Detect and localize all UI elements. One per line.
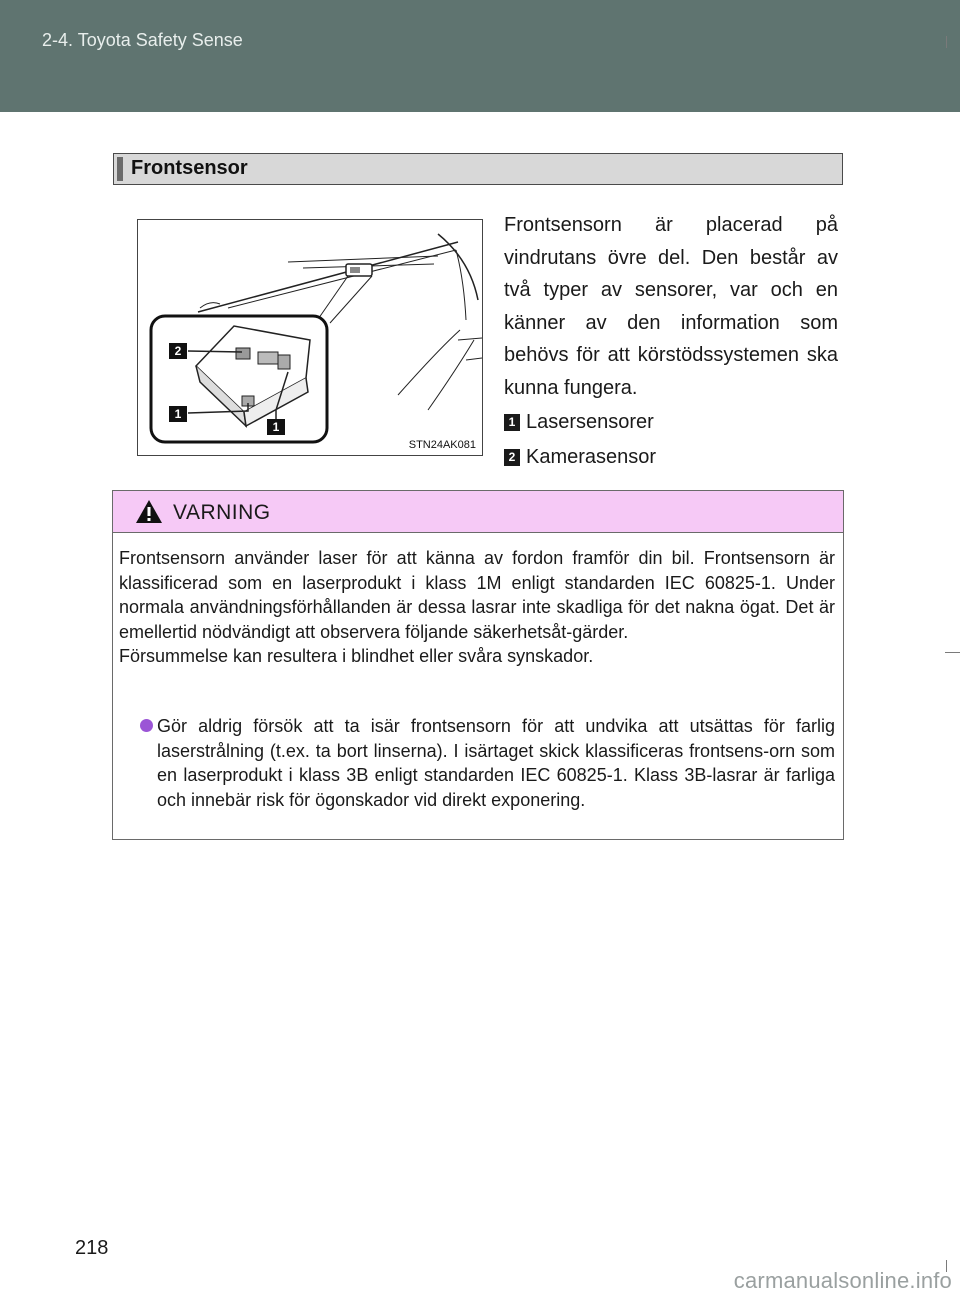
sensor-figure — [137, 219, 483, 456]
description-text: Frontsensorn är placerad på vindrutans övre del. Den består av två typer av sensorer, var och en känner av den information som behövs för att körstödssystemen ska kunna fungera. — [504, 214, 838, 399]
figure-callout-1b: 1 — [272, 420, 280, 434]
warning-header — [113, 491, 843, 533]
page-number: 218 — [75, 1237, 109, 1259]
legend-item-laser — [504, 411, 654, 434]
header-title: 2-4. Toyota Safety Sense — [42, 30, 243, 50]
warning-bullet — [137, 714, 835, 812]
legend-number: 1 — [504, 414, 520, 431]
legend-number: 2 — [504, 449, 520, 466]
figure-callout-1: 1 — [174, 407, 182, 421]
bullet-icon — [140, 719, 153, 732]
warning-label: VARNING — [173, 501, 271, 524]
crop-mark — [945, 652, 960, 653]
legend-label: Kamerasensor — [526, 446, 657, 468]
warning-triangle-icon — [135, 499, 163, 525]
section-title: Frontsensor — [131, 157, 248, 179]
section-title-bar — [113, 153, 843, 185]
warning-box — [112, 490, 844, 840]
warning-body — [119, 546, 835, 669]
warning-paragraph: Försummelse kan resultera i blindhet eller svåra synskador. — [119, 646, 594, 666]
figure-code: STN24AK081 — [408, 439, 476, 451]
legend-item-camera — [504, 446, 656, 469]
figure-callout-2: 2 — [174, 344, 182, 358]
warning-paragraph: Frontsensorn använder laser för att känna av fordon framför din bil. Frontsensorn är klassificerad som en laserprodukt i klass 1M enligt standarden IEC 60825-1. Under normala användningsförhållanden är dessa lasrar inte skadliga för det nakna ögat. Det är emellertid nödvändigt att observera följande säkerhetsåt-gärder. — [119, 548, 835, 642]
bullet-text: Gör aldrig försök att ta isär frontsensorn för att undvika att utsättas för farlig laserstrålning (t.ex. ta bort linserna). I isärtaget skick klassificeras frontsens-orn som en laserprodukt i klass 3B enligt standarden IEC 60825-1. Klass 3B-lasrar är farliga och innebär risk för ögonskador vid direkt exponering. — [157, 716, 835, 810]
crop-mark — [946, 36, 947, 48]
windshield-sensor-illustration — [138, 220, 482, 455]
legend-label: Lasersensorer — [526, 411, 654, 433]
watermark: carmanualsonline.info — [733, 1268, 952, 1293]
page-header — [0, 0, 960, 112]
section-accent — [117, 157, 123, 181]
